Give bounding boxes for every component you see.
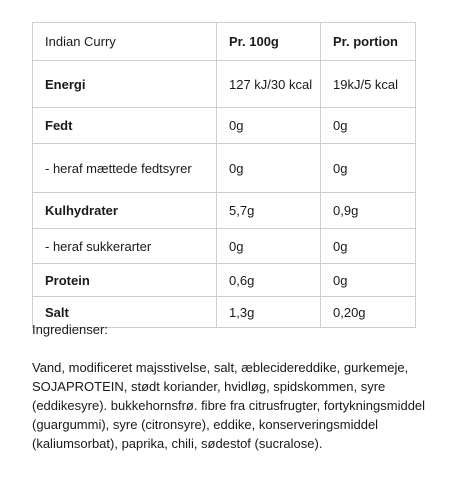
value-per-100g: 127 kJ/30 kcal — [217, 61, 321, 108]
nutrition-table — [32, 22, 416, 328]
table-row — [33, 61, 416, 108]
row-label: Fedt — [33, 108, 217, 144]
value-per-portion: 0g — [321, 264, 416, 297]
value-per-portion: 0g — [321, 144, 416, 193]
row-label: Protein — [33, 264, 217, 297]
row-label: Salt — [33, 297, 217, 328]
value-per-portion: 0g — [321, 229, 416, 264]
value-per-100g: 0g — [217, 229, 321, 264]
row-label: - heraf sukkerarter — [33, 229, 217, 264]
col-header-per-portion: Pr. portion — [321, 23, 416, 61]
ingredients-text: Vand, modificeret majsstivelse, salt, æblecidereddike, gurkemeje, SOJAPROTEIN, stødt koriander, hvidløg, spidskommen, syre (eddikesyre). bukkehornsfrø. fibre fra citrusfrugter, fortykningsmiddel (guargummi), syre (citronsyre), eddike, konserveringsmiddel (kaliumsorbat), paprika, chili, sødestof (sucralose). — [32, 360, 426, 451]
value-per-100g: 5,7g — [217, 193, 321, 229]
ingredients-heading: Ingredienser: — [32, 322, 108, 337]
value-per-portion: 19kJ/5 kcal — [321, 61, 416, 108]
table-row — [33, 264, 416, 297]
table-row — [33, 229, 416, 264]
value-per-portion: 0,20g — [321, 297, 416, 328]
product-name: Indian Curry — [33, 23, 217, 61]
row-label: Kulhydrater — [33, 193, 217, 229]
row-label: - heraf mættede fedtsyrer — [33, 144, 217, 193]
value-per-100g: 0g — [217, 144, 321, 193]
value-per-100g: 0g — [217, 108, 321, 144]
table-row — [33, 144, 416, 193]
table-row — [33, 108, 416, 144]
value-per-100g: 1,3g — [217, 297, 321, 328]
value-per-100g: 0,6g — [217, 264, 321, 297]
table-header-row — [33, 23, 416, 61]
col-header-per-100g: Pr. 100g — [217, 23, 321, 61]
table-row — [33, 193, 416, 229]
row-label: Energi — [33, 61, 217, 108]
value-per-portion: 0,9g — [321, 193, 416, 229]
value-per-portion: 0g — [321, 108, 416, 144]
